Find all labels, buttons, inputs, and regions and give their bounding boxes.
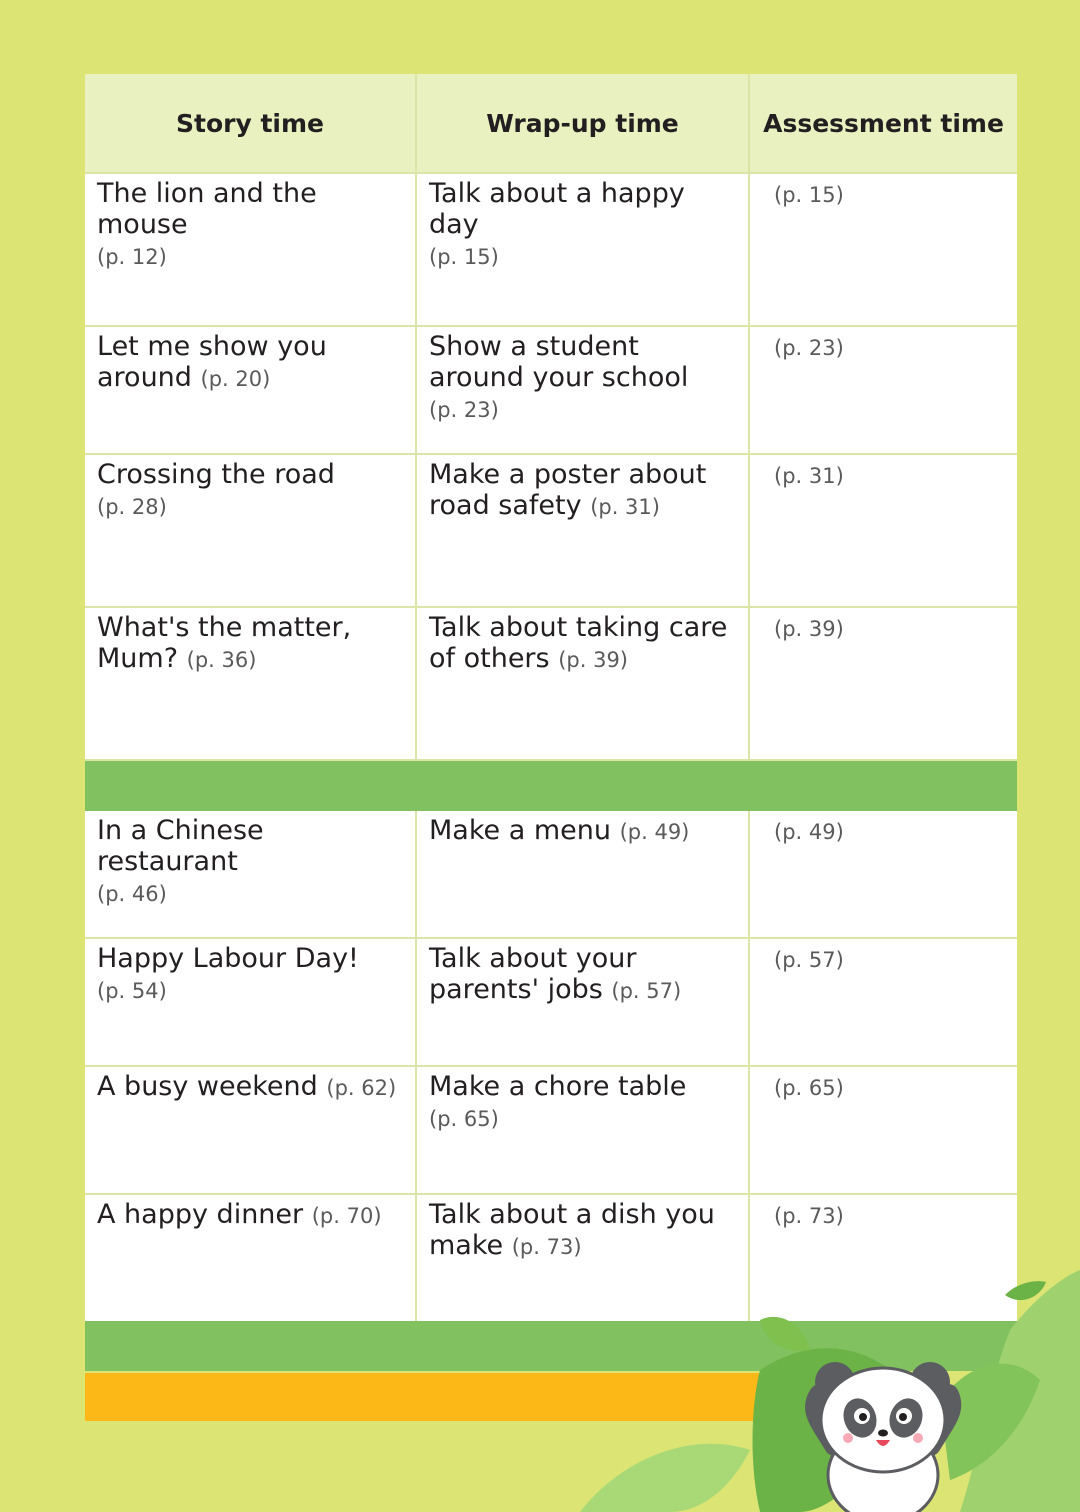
table-row (85, 811, 1017, 939)
wrap-up-page: (p. 57) (611, 979, 682, 1003)
assessment-cell (750, 939, 1017, 1065)
wrap-up-page: (p. 73) (511, 1235, 582, 1259)
wrap-up-title: Make a menu (429, 815, 611, 846)
wrap-up-cell (417, 939, 750, 1065)
assessment-page: (p. 39) (774, 617, 844, 641)
wrap-up-title: Show a student around your school (429, 331, 689, 393)
story-title: A happy dinner (97, 1199, 304, 1230)
table-row (85, 1067, 1017, 1195)
wrap-up-cell (417, 1067, 750, 1193)
story-page: (p. 28) (97, 495, 167, 519)
wrap-up-page: (p. 49) (619, 820, 690, 844)
assessment-page: (p. 49) (774, 820, 844, 844)
wrap-up-page: (p. 31) (590, 495, 660, 519)
assessment-page: (p. 73) (774, 1204, 844, 1228)
assessment-cell (750, 174, 1017, 325)
table-row (85, 327, 1017, 455)
story-cell (85, 1067, 417, 1193)
story-page: (p. 36) (186, 648, 257, 672)
story-page: (p. 70) (311, 1204, 382, 1228)
wrap-up-title: Make a poster about road safety (429, 459, 707, 521)
story-page: (p. 20) (200, 367, 271, 391)
wrap-up-page: (p. 65) (429, 1107, 499, 1131)
wrap-up-page: (p. 15) (429, 245, 499, 269)
assessment-page: (p. 15) (774, 183, 844, 207)
table-row (85, 608, 1017, 761)
story-title: In a Chinese restaurant (97, 815, 264, 877)
wrap-up-title: Talk about taking care of others (429, 612, 728, 674)
wrap-up-cell (417, 174, 750, 325)
wrap-up-page: (p. 23) (429, 398, 499, 422)
assessment-page: (p. 65) (774, 1076, 844, 1100)
assessment-page: (p. 57) (774, 948, 844, 972)
assessment-cell (750, 327, 1017, 453)
wrap-up-page: (p. 39) (558, 648, 628, 672)
story-cell (85, 1195, 417, 1322)
story-page: (p. 12) (97, 245, 167, 269)
wrap-up-cell (417, 455, 750, 606)
table-row (85, 939, 1017, 1067)
wrap-up-title: Make a chore table (429, 1071, 687, 1102)
story-page: (p. 62) (326, 1076, 397, 1100)
story-cell (85, 939, 417, 1065)
story-cell (85, 608, 417, 759)
story-title: Crossing the road (97, 459, 335, 490)
header-story-time: Story time (85, 74, 417, 172)
table-row (85, 455, 1017, 608)
story-title: Let me show you around (97, 331, 327, 393)
assessment-cell (750, 455, 1017, 606)
table-header-row (85, 74, 1017, 174)
story-cell (85, 327, 417, 453)
panda-icon (815, 1362, 950, 1512)
story-title: What's the matter, Mum? (97, 612, 352, 674)
table-row (85, 174, 1017, 327)
curriculum-table (85, 74, 1017, 1322)
story-title: Happy Labour Day! (97, 943, 359, 974)
story-title: The lion and the mouse (97, 178, 317, 240)
panda-mascot-icon (580, 1270, 1080, 1512)
story-title: A busy weekend (97, 1071, 318, 1102)
header-assessment-time: Assessment time (763, 108, 1004, 138)
section-divider-band (85, 761, 1017, 811)
wrap-up-title: Talk about your parents' jobs (429, 943, 637, 1005)
wrap-up-cell (417, 811, 750, 937)
wrap-up-cell (417, 608, 750, 759)
header-wrap-up-time: Wrap-up time (417, 74, 750, 172)
wrap-up-title: Talk about a happy day (429, 178, 685, 240)
assessment-cell (750, 608, 1017, 759)
story-cell (85, 455, 417, 606)
story-cell (85, 811, 417, 937)
assessment-cell (750, 811, 1017, 937)
wrap-up-title: Talk about a dish you make (429, 1199, 715, 1261)
story-cell (85, 174, 417, 325)
story-page: (p. 54) (97, 979, 167, 1003)
story-page: (p. 46) (97, 882, 167, 906)
assessment-cell (750, 1067, 1017, 1193)
wrap-up-cell (417, 327, 750, 453)
assessment-page: (p. 23) (774, 336, 844, 360)
assessment-page: (p. 31) (774, 464, 844, 488)
